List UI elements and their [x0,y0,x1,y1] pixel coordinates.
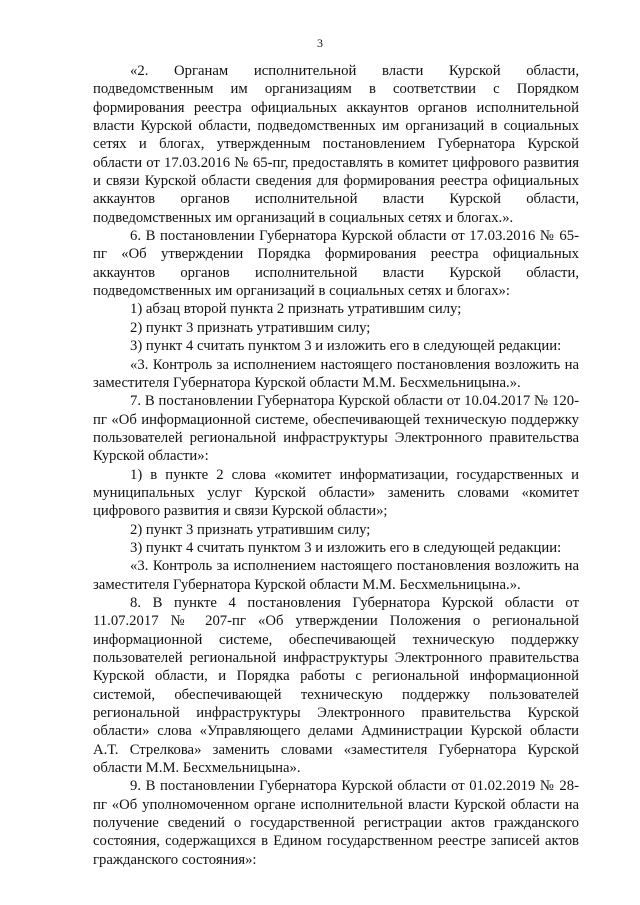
paragraph-item-7-sub-2: 2) пункт 3 признать утратившим силу; [130,521,371,538]
paragraph-item-6-new-text: «3. Контроль за исполнением настоящего постановления возложить на заместителя Губернатора Курской области М.М. Бесхмельницына.». [93,356,579,391]
paragraph-item-6-sub-1: 1) абзац второй пункта 2 признать утратившим силу; [130,301,462,318]
paragraph-item-6: 6. В постановлении Губернатора Курской области от 17.03.2016 № 65-пг «Об утверждении Порядка формирования реестра официальных аккаунтов органов исполнительной власти Курской области, подведомственных им организаций в социальных сетях и блогах»: [93,228,579,300]
paragraph-item-6-sub-3: 3) пункт 4 считать пунктом 3 и изложить его в следующей редакции: [130,338,562,355]
page-number: 3 [317,36,323,50]
paragraph-item-8: 8. В пункте 4 постановления Губернатора Курской области от 11.07.2017 № 207-пг «Об утверждении Положения о региональной информационной системе, обеспечивающей техническую поддержку пользователей региональной инфраструктуры Электронного правительства Курской области, и Порядка работы с региональной информационной системой, обеспечивающей техническую поддержку пользователей региональной инфраструктуры Электронного правительства Курской области» слова «Управляющего делами Администрации Курской области А.Т. Стрелкова» заменить словами «заместителя Губернатора Курской области М.М. Бесхмельницына». [93,594,579,777]
paragraph-item-7-new-text: «3. Контроль за исполнением настоящего постановления возложить на заместителя Губернатора Курской области М.М. Бесхмельницына.». [93,558,579,593]
paragraph-item-7-sub-3: 3) пункт 4 считать пунктом 3 и изложить его в следующей редакции: [130,539,562,556]
paragraph-amendment-2-text: «2. Органам исполнительной власти Курской области, подведомственным им организациям в соответствии с Порядком формирования реестра официальных аккаунтов органов исполнительной власти Курской области, подведомственных им организаций в социальных сетях и блогах, утвержденным постановлением Губернатора Курской области от 17.03.2016 № 65-пг, предоставлять в комитет цифрового развития и связи Курской области сведения для формирования реестра официальных аккаунтов органов исполнительной власти Курской области, подведомственных им организаций в социальных сетях и блогах.». [93,63,579,226]
paragraph-item-7-sub-1: 1) в пункте 2 слова «комитет информатизации, государственных и муниципальных услуг Курской области» заменить словами «комитет цифрового развития и связи Курской области»; [93,466,579,520]
paragraph-item-7: 7. В постановлении Губернатора Курской области от 10.04.2017 № 120-пг «Об информационной системе, обеспечивающей техническую поддержку пользователей региональной инфраструктуры Электронного правительства Курской области»: [93,393,579,465]
paragraph-item-6-sub-2: 2) пункт 3 признать утратившим силу; [130,319,371,336]
document-body [93,62,579,869]
paragraph-item-9: 9. В постановлении Губернатора Курской области от 01.02.2019 № 28-пг «Об уполномоченном органе исполнительной власти Курской области на получение сведений о государственной регистрации актов гражданского состояния, содержащихся в Едином государственном реестре записей актов гражданского состояния»: [93,778,579,868]
